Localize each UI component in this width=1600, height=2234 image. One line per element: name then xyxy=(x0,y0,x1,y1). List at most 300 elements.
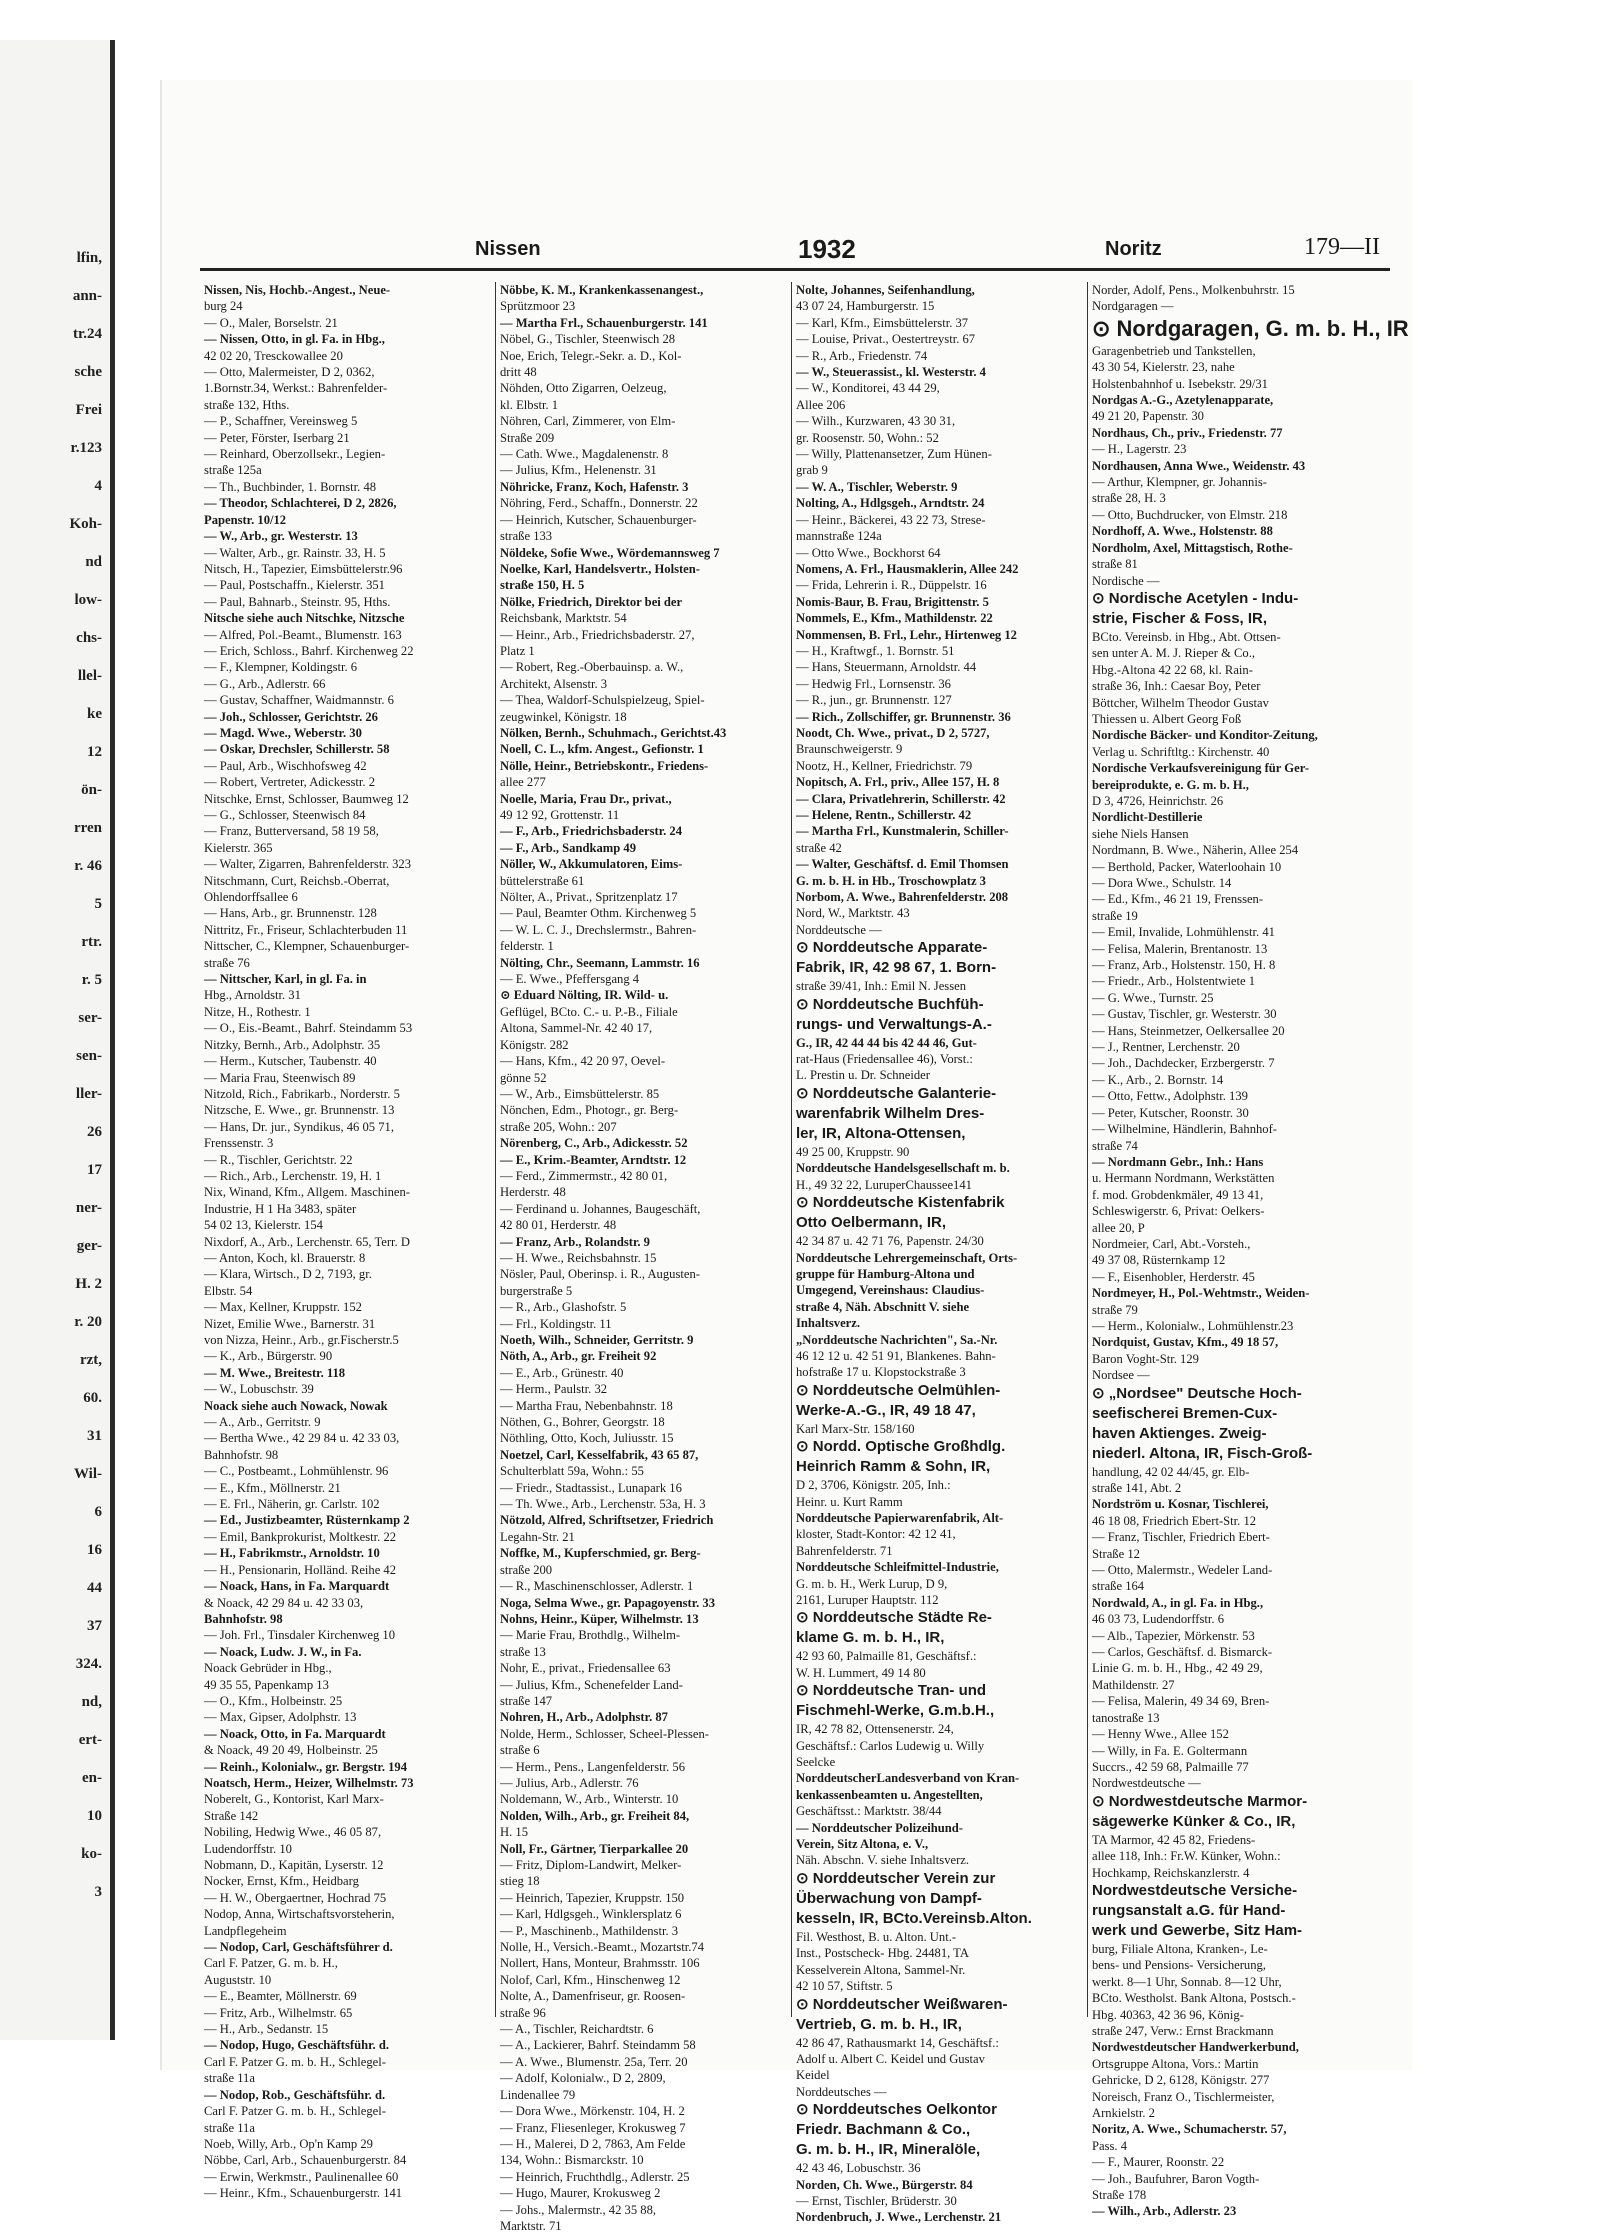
directory-entry: straße 96 xyxy=(500,2005,546,2020)
directory-entry: — G., Arb., Adlerstr. 66 xyxy=(204,676,326,691)
directory-entry: — W., Arb., gr. Westerstr. 13 xyxy=(204,529,358,544)
directory-entry: grab 9 xyxy=(796,463,828,478)
directory-entry: Nölting, Chr., Seemann, Lammstr. 16 xyxy=(500,955,700,970)
directory-entry: — Marie Frau, Brothdlg., Wilhelm- xyxy=(500,1628,681,1643)
directory-entry: Karl Marx-Str. 158/160 xyxy=(796,1421,915,1436)
directory-entry: Umgegend, Vereinshaus: Claudius- xyxy=(796,1283,985,1298)
previous-page-fragment: H. 2 xyxy=(75,1276,102,1292)
directory-entry: — E., Arb., Grünestr. 40 xyxy=(500,1365,624,1380)
directory-entry: BCto. Vereinsb. in Hbg., Abt. Ottsen- xyxy=(1092,629,1281,644)
directory-entry: Linie G. m. b. H., Hbg., 42 49 29, xyxy=(1092,1661,1263,1676)
directory-entry: Nordmeyer, H., Pol.-Wehtmstr., Weiden- xyxy=(1092,1286,1310,1301)
directory-entry: gruppe für Hamburg-Altona und xyxy=(796,1266,975,1281)
directory-entry: Altona, Sammel-Nr. 42 40 17, xyxy=(500,1021,653,1036)
directory-entry: straße 141, Abt. 2 xyxy=(1092,1481,1182,1495)
directory-entry: — Gustav, Schaffner, Waidmannstr. 6 xyxy=(204,693,394,708)
directory-entry: Noeb, Willy, Arb., Op'n Kamp 29 xyxy=(204,2136,373,2151)
directory-entry: Nöhricke, Franz, Koch, Hafenstr. 3 xyxy=(500,479,689,494)
directory-entry: G. m. b. H., Werk Lurup, D 9, xyxy=(796,1576,948,1591)
directory-entry: Fischmehl-Werke, G.m.b.H., xyxy=(796,1702,995,1720)
previous-page-fragment: ner- xyxy=(75,1200,102,1216)
directory-entry: Norddeutsches — xyxy=(796,2084,887,2099)
directory-entry: — F., Arb., Sandkamp 49 xyxy=(500,840,637,855)
directory-entry: — Franz, Arb., Holstenstr. 150, H. 8 xyxy=(1092,958,1276,973)
directory-entry: straße 147 xyxy=(500,1693,553,1708)
directory-entry: ⊙ Norddeutsches Oelkontor xyxy=(796,2101,997,2119)
directory-entry: — Thea, Waldorf-Schulspielzeug, Spiel- xyxy=(500,693,705,708)
directory-entry: — Nittscher, Karl, in gl. Fa. in xyxy=(204,972,367,987)
directory-entry: werkt. 8—1 Uhr, Sonnab. 8—12 Uhr, xyxy=(1092,1974,1282,1989)
directory-entry: — E., Beamter, Möllnerstr. 69 xyxy=(204,1989,357,2004)
directory-entry: 49 35 55, Papenkamp 13 xyxy=(204,1677,329,1692)
directory-entry: — E. Frl., Näherin, gr. Carlstr. 102 xyxy=(204,1497,380,1512)
directory-entry: — Noack, Hans, in Fa. Marquardt xyxy=(204,1579,390,1594)
directory-entry: straße 150, H. 5 xyxy=(500,578,585,593)
directory-entry: — Adolf, Kolonialw., D 2, 2809, xyxy=(500,2071,666,2086)
directory-entry: — Carlos, Geschäftsf. d. Bismarck- xyxy=(1092,1645,1273,1660)
directory-entry: Pass. 4 xyxy=(1092,2138,1127,2153)
directory-entry: Straße 142 xyxy=(204,1808,259,1823)
previous-page-fragment: ller- xyxy=(75,1086,102,1102)
directory-entry: — Frl., Koldingstr. 11 xyxy=(500,1316,612,1331)
directory-entry: Succrs., 42 59 68, Palmaille 77 xyxy=(1092,1759,1249,1774)
directory-entry: — Paul, Arb., Wischhofsweg 42 xyxy=(204,758,367,773)
directory-entry: — Nodop, Carl, Geschäftsführer d. xyxy=(204,1940,393,1955)
directory-entry: burg 24 xyxy=(204,299,243,314)
directory-entry: von Nizza, Heinr., Arb., gr.Fischerstr.5 xyxy=(204,1333,399,1347)
directory-entry: rungsanstalt a.G. für Hand- xyxy=(1092,1901,1286,1919)
directory-entry: — Joh., Schlosser, Gerichtstr. 26 xyxy=(204,709,378,724)
directory-entry: Nordmeier, Carl, Abt.-Vorsteh., xyxy=(1092,1236,1251,1251)
directory-entry: 49 25 00, Kruppstr. 90 xyxy=(796,1144,910,1159)
directory-entry: Noelle, Maria, Frau Dr., privat., xyxy=(500,791,672,806)
directory-entry: Nittritz, Fr., Friseur, Schlachterbuden 11 xyxy=(204,922,408,937)
directory-entry: — Ed., Kfm., 46 21 19, Frenssen- xyxy=(1092,892,1264,907)
directory-entry: Otto Oelbermann, IR, xyxy=(796,1214,947,1232)
previous-page-fragment: rtr. xyxy=(81,934,102,950)
directory-entry: — Nordmann Gebr., Inh.: Hans xyxy=(1092,1154,1264,1169)
directory-entry: Architekt, Alsenstr. 3 xyxy=(500,676,608,691)
directory-entry: niederl. Altona, IR, Fisch-Groß- xyxy=(1092,1444,1313,1462)
previous-page-fragment: 4 xyxy=(94,478,102,494)
directory-entry: Heinrich Ramm & Sohn, IR, xyxy=(796,1458,991,1476)
directory-entry: — Martha Frl., Kunstmalerin, Schiller- xyxy=(796,824,1009,839)
directory-entry: Inst., Postscheck- Hbg. 24481, TA xyxy=(796,1946,969,1961)
previous-page-fragment: r. 46 xyxy=(74,858,102,874)
directory-entry: — Walter, Zigarren, Bahrenfelderstr. 323 xyxy=(204,857,412,872)
directory-entry: Ludendorffstr. 10 xyxy=(204,1841,292,1856)
previous-page-fragment: ann- xyxy=(72,288,102,304)
directory-entry: — Heinrich, Tapezier, Kruppstr. 150 xyxy=(500,1890,685,1905)
directory-entry: felderstr. 1 xyxy=(500,939,554,954)
directory-entry: Nobmann, D., Kapitän, Lyserstr. 12 xyxy=(204,1858,384,1872)
directory-entry: — C., Postbeamt., Lohmühlenstr. 96 xyxy=(204,1464,389,1479)
directory-entry: — Willy, in Fa. E. Goltermann xyxy=(1092,1743,1248,1758)
directory-entry: Norbom, A. Wwe., Bahrenfelderstr. 208 xyxy=(796,890,1009,905)
directory-entry: Schulterblatt 59a, Wohn.: 55 xyxy=(500,1464,644,1479)
column-2 xyxy=(496,282,792,2233)
directory-entry: Norddeutsche Papierwarenfabrik, Alt- xyxy=(796,1510,1004,1525)
directory-entry: — Norddeutscher Polizeihund- xyxy=(796,1820,963,1835)
directory-entry: — J., Rentner, Lerchenstr. 20 xyxy=(1092,1040,1240,1055)
directory-entry: — Noack, Ludw. J. W., in Fa. xyxy=(204,1644,362,1659)
directory-entry: 42 86 47, Rathausmarkt 14, Geschäftsf.: xyxy=(796,2035,999,2050)
directory-entry: Nöthling, Otto, Koch, Juliusstr. 15 xyxy=(500,1431,674,1446)
directory-entry: strie, Fischer & Foss, IR, xyxy=(1092,609,1268,627)
directory-entry: Carl F. Patzer, G. m. b. H., xyxy=(204,1956,338,1971)
directory-entry: bens- und Pensions- Versicherung, xyxy=(1092,1958,1266,1973)
directory-entry: straße 133 xyxy=(500,529,553,544)
directory-entry: ⊙ Nordische Acetylen - Indu- xyxy=(1092,589,1299,607)
directory-entry: Adolf u. Albert C. Keidel und Gustav xyxy=(796,2051,985,2066)
directory-entry: 134, Wohn.: Bismarckstr. 10 xyxy=(500,2153,644,2168)
directory-entry: — Berthold, Packer, Waterloohain 10 xyxy=(1092,859,1282,874)
directory-entry: — F., Maurer, Roonstr. 22 xyxy=(1092,2155,1225,2170)
directory-entry: Nordische — xyxy=(1092,573,1160,588)
directory-entry: — Herm., Paulstr. 32 xyxy=(500,1382,608,1397)
directory-entry: straße 36, Inh.: Caesar Boy, Peter xyxy=(1092,679,1261,694)
directory-entry: & Noack, 49 20 49, Holbeinstr. 25 xyxy=(204,1743,378,1758)
directory-entry: — Anton, Koch, kl. Brauerstr. 8 xyxy=(204,1250,366,1265)
directory-entry: — Karl, Kfm., Eimsbüttelerstr. 37 xyxy=(796,315,969,330)
directory-entry: Nommensen, B. Frl., Lehr., Hirtenweg 12 xyxy=(796,627,1017,642)
directory-entry: Reichsbank, Marktstr. 54 xyxy=(500,611,627,626)
directory-entry: Norddeutsche Schleifmittel-Industrie, xyxy=(796,1560,999,1575)
directory-entry: — Hans, Steuermann, Arnoldstr. 44 xyxy=(796,660,977,675)
directory-entry: Nolting, A., Hdlgsgeh., Arndtstr. 24 xyxy=(796,496,985,511)
directory-entry: — Th., Buchbinder, 1. Bornstr. 48 xyxy=(204,479,377,494)
directory-entry: — R., Arb., Friedenstr. 74 xyxy=(796,348,928,363)
directory-entry: ⊙ „Nordsee" Deutsche Hoch- xyxy=(1092,1384,1302,1402)
directory-entry: Nomens, A. Frl., Hausmaklerin, Allee 242 xyxy=(796,561,1019,576)
directory-entry: Keidel xyxy=(796,2068,830,2083)
directory-entry: — H., Fabrikmstr., Arnoldstr. 10 xyxy=(204,1546,380,1561)
directory-entry: Kesselverein Altona, Sammel-Nr. xyxy=(796,1962,966,1977)
previous-page-fragment: nd xyxy=(85,554,102,570)
directory-entry: Nizet, Emilie Wwe., Barnerstr. 31 xyxy=(204,1316,376,1331)
directory-entry: u. Hermann Nordmann, Werkstätten xyxy=(1092,1171,1275,1186)
directory-entry: H. 15 xyxy=(500,1825,528,1840)
directory-entry: burg, Filiale Altona, Kranken-, Le- xyxy=(1092,1941,1268,1956)
directory-entry: — E., Kfm., Möllnerstr. 21 xyxy=(204,1480,341,1495)
directory-entry: 46 18 08, Friedrich Ebert-Str. 12 xyxy=(1092,1513,1257,1528)
directory-entry: Nommels, E., Kfm., Mathildenstr. 22 xyxy=(796,611,993,626)
directory-entry: — W., Konditorei, 43 44 29, xyxy=(796,381,940,396)
directory-entry: hofstraße 17 u. Klopstockstraße 3 xyxy=(796,1365,966,1380)
previous-page-fragment: ert- xyxy=(78,1732,102,1748)
directory-entry: Nordische Bäcker- und Konditor-Zeitung, xyxy=(1092,728,1318,743)
header-year: 1932 xyxy=(798,234,856,264)
directory-entry: Nitzky, Bernh., Arb., Adolphstr. 35 xyxy=(204,1037,381,1052)
directory-entry: — Hans, Arb., gr. Brunnenstr. 128 xyxy=(204,906,377,921)
directory-entry: — H., Lagerstr. 23 xyxy=(1092,442,1187,457)
directory-entry: Nölle, Heinr., Betriebskontr., Friedens- xyxy=(500,758,709,773)
directory-entry: f. mod. Grobdenkmäler, 49 13 41, xyxy=(1092,1187,1264,1202)
directory-entry: Noatsch, Herm., Heizer, Wilhelmstr. 73 xyxy=(204,1775,414,1790)
directory-entry: — Julius, Arb., Adlerstr. 76 xyxy=(500,1775,639,1790)
directory-entry: — Frida, Lehrerin i. R., Düppelstr. 16 xyxy=(796,578,987,593)
directory-entry: Nordlicht-Destillerie xyxy=(1092,810,1203,825)
directory-entry: ⊙ Norddeutsche Apparate- xyxy=(796,939,988,957)
directory-entry: straße 11a xyxy=(204,2071,255,2086)
directory-entry: — Theodor, Schlachterei, D 2, 2826, xyxy=(204,496,397,511)
directory-entry: sen unter A. M. J. Rieper & Co., xyxy=(1092,646,1256,661)
directory-entry: — Johs., Malermstr., 42 35 88, xyxy=(500,2202,657,2217)
directory-entry: — W. L. C. J., Drechslermstr., Bahren- xyxy=(500,922,697,937)
previous-page-fragment: ke xyxy=(87,706,102,722)
directory-entry: Lindenallee 79 xyxy=(500,2087,576,2102)
directory-entry: werk und Gewerbe, Sitz Ham- xyxy=(1092,1921,1303,1939)
directory-entry: Norddeutsche — xyxy=(796,922,882,937)
previous-page-fragment: 44 xyxy=(87,1580,102,1596)
directory-entry: Norddeutsche Lehrergemeinschaft, Orts- xyxy=(796,1250,1018,1265)
directory-entry: Legahn-Str. 21 xyxy=(500,1529,575,1544)
directory-entry: Nöthen, G., Bohrer, Georgstr. 18 xyxy=(500,1415,665,1430)
directory-entry: — Heinrich, Fruchthdlg., Adlerstr. 25 xyxy=(500,2169,690,2184)
directory-entry: — A., Lackierer, Bahrf. Steindamm 58 xyxy=(500,2038,696,2053)
directory-entry: — Peter, Kutscher, Roonstr. 30 xyxy=(1092,1105,1249,1120)
directory-entry: Nordenbruch, J. Wwe., Lerchenstr. 21 xyxy=(796,2210,1002,2225)
directory-entry: — H., Malerei, D 2, 7863, Am Felde xyxy=(500,2136,686,2151)
directory-entry: — Ferdinand u. Johannes, Baugeschäft, xyxy=(500,1201,701,1216)
directory-entry: Nönchen, Edm., Photogr., gr. Berg- xyxy=(500,1103,679,1118)
directory-entry: rungs- und Verwaltungs-A.- xyxy=(796,1015,992,1033)
directory-entry: Bahnhofstr. 98 xyxy=(204,1447,279,1462)
directory-entry: G. m. b. H., IR, Mineralöle, xyxy=(796,2141,981,2159)
directory-entry: allee 20, P xyxy=(1092,1220,1145,1235)
directory-entry: — Herm., Kutscher, Taubenstr. 40 xyxy=(204,1054,377,1069)
directory-entry: Noga, Selma Wwe., gr. Papagoyenstr. 33 xyxy=(500,1595,716,1610)
directory-entry: — A., Arb., Gerritstr. 9 xyxy=(204,1415,321,1430)
directory-entry: Allee 206 xyxy=(796,397,846,412)
directory-entry: — E., Krim.-Beamter, Arndtstr. 12 xyxy=(500,1152,687,1167)
directory-entry: Heinr. u. Kurt Ramm xyxy=(796,1494,903,1509)
directory-entry: Geschäftsf.: Carlos Ludewig u. Willy xyxy=(796,1738,985,1753)
previous-page-fragment: Frei xyxy=(75,402,102,418)
directory-entry: — H. W., Obergaertner, Hochrad 75 xyxy=(204,1890,387,1905)
directory-entry: straße 125a xyxy=(204,463,262,478)
directory-entry: Nittscher, C., Klempner, Schauenburger- xyxy=(204,939,410,954)
directory-entry: Noack Gebrüder in Hbg., xyxy=(204,1661,332,1676)
directory-entry: Braunschweigerstr. 9 xyxy=(796,742,903,757)
directory-entry: Nohns, Heinr., Küper, Wilhelmstr. 13 xyxy=(500,1611,699,1626)
previous-page-fragment: 3 xyxy=(94,1884,102,1900)
directory-entry: straße 247, Verw.: Ernst Brackmann xyxy=(1092,2023,1274,2038)
directory-entry: Nordwestdeutsche Versiche- xyxy=(1092,1881,1298,1899)
directory-entry: — Joh., Dachdecker, Erzbergerstr. 7 xyxy=(1092,1056,1275,1071)
header-first-entry: Nissen xyxy=(475,238,541,260)
directory-entry: Industrie, H 1 Ha 3483, später xyxy=(204,1201,357,1216)
directory-entry: allee 277 xyxy=(500,775,546,790)
directory-entry: — F., Eisenhobler, Herderstr. 45 xyxy=(1092,1269,1255,1284)
directory-entry: — W. A., Tischler, Weberstr. 9 xyxy=(796,479,958,494)
directory-entry: — Fritz, Diplom-Landwirt, Melker- xyxy=(500,1858,682,1872)
directory-entry: — Heinr., Arb., Friedrichsbaderstr. 27, xyxy=(500,627,695,642)
directory-entry: Nollert, Hans, Monteur, Brahmsstr. 106 xyxy=(500,1956,700,1971)
directory-entry: ⊙ Norddeutscher Verein zur xyxy=(796,1869,996,1887)
page-number: 179—II xyxy=(1304,234,1380,260)
directory-entry: — Heinrich, Kutscher, Schauenburger- xyxy=(500,512,697,527)
directory-entry: Nordquist, Gustav, Kfm., 49 18 57, xyxy=(1092,1335,1279,1350)
directory-entry: Nordwestdeutscher Handwerkerbund, xyxy=(1092,2040,1299,2055)
previous-page-fragment: 5 xyxy=(94,896,102,912)
previous-page-fragment: 31 xyxy=(87,1428,102,1444)
previous-page-fragment: sen- xyxy=(76,1048,102,1064)
previous-page-fragment: ser- xyxy=(78,1010,102,1026)
directory-entry: Nölke, Friedrich, Direktor bei der xyxy=(500,594,683,609)
directory-entry: — Reinh., Kolonialw., gr. Bergstr. 194 xyxy=(204,1759,408,1774)
previous-page-fragment: nd, xyxy=(81,1694,102,1710)
directory-entry: — Fritz, Arb., Wilhelmstr. 65 xyxy=(204,2005,353,2020)
directory-entry: — Alfred, Pol.-Beamt., Blumenstr. 163 xyxy=(204,627,402,642)
directory-entry: — A. Wwe., Blumenstr. 25a, Terr. 20 xyxy=(500,2054,688,2069)
directory-entry: — Walter, Arb., gr. Rainstr. 33, H. 5 xyxy=(204,545,386,560)
directory-entry: — R., Maschinenschlosser, Adlerstr. 1 xyxy=(500,1579,694,1594)
directory-entry: — Ferd., Zimmermstr., 42 80 01, xyxy=(500,1168,668,1183)
directory-entry: Noritz, A. Wwe., Schumacherstr. 57, xyxy=(1092,2122,1287,2137)
directory-entry: — Erich, Schloss., Bahrf. Kirchenweg 22 xyxy=(204,643,414,658)
column-1 xyxy=(200,282,496,2201)
directory-entry: Straße 209 xyxy=(500,430,555,445)
directory-entry: — Erwin, Werkmstr., Paulinenallee 60 xyxy=(204,2169,399,2184)
directory-entry: 46 03 73, Ludendorffstr. 6 xyxy=(1092,1612,1224,1627)
directory-entry: — Martha Frau, Nebenbahnstr. 18 xyxy=(500,1398,673,1413)
directory-entry: Nocker, Ernst, Kfm., Heidbarg xyxy=(204,1874,359,1889)
directory-entry: D 2, 3706, Königstr. 205, Inh.: xyxy=(796,1478,951,1493)
directory-entry: — Heinr., Bäckerei, 43 22 73, Strese- xyxy=(796,512,986,527)
directory-entry: straße 19 xyxy=(1092,908,1138,923)
directory-entry: Nitzold, Rich., Fabrikarb., Norderstr. 5 xyxy=(204,1086,400,1101)
directory-entry: Nitschmann, Curt, Reichsb.-Oberrat, xyxy=(204,873,390,888)
directory-entry: — Herm., Pens., Langenfelderstr. 56 xyxy=(500,1759,686,1774)
directory-entry: — Max, Gipser, Adolphstr. 13 xyxy=(204,1710,357,1725)
directory-entry: Frenssenstr. 3 xyxy=(204,1136,274,1151)
directory-entry: — Franz, Tischler, Friedrich Ebert- xyxy=(1092,1530,1270,1545)
directory-entry: Nöbbe, K. M., Krankenkassenangest., xyxy=(500,283,704,297)
directory-entry: siehe Niels Hansen xyxy=(1092,826,1189,841)
directory-entry: kloster, Stadt-Kontor: 42 12 41, xyxy=(796,1527,956,1542)
directory-entry: Nörenberg, C., Arb., Adickesstr. 52 xyxy=(500,1136,688,1151)
directory-entry: — Emil, Invalide, Lohmühlenstr. 41 xyxy=(1092,925,1275,940)
directory-entry: — Franz, Butterversand, 58 19 58, xyxy=(204,824,379,839)
directory-entry: G. m. b. H. in Hb., Troschowplatz 3 xyxy=(796,873,986,888)
directory-entry: Nitzsche, E. Wwe., gr. Brunnenstr. 13 xyxy=(204,1103,395,1118)
directory-entry: 46 12 12 u. 42 51 91, Blankenes. Bahn- xyxy=(796,1348,996,1363)
directory-entry: — G., Schlosser, Steenwisch 84 xyxy=(204,808,366,822)
directory-entry: IR, 42 78 82, Ottensenerstr. 24, xyxy=(796,1722,954,1737)
directory-entry: Nitsch, H., Tapezier, Eimsbüttelerstr.96 xyxy=(204,561,403,576)
previous-page-fragment: chs- xyxy=(76,630,102,646)
directory-entry: — Noack, Otto, in Fa. Marquardt xyxy=(204,1726,386,1741)
directory-entry: Nordmann, B. Wwe., Näherin, Allee 254 xyxy=(1092,843,1299,858)
directory-entry: — Franz, Fliesenleger, Krokusweg 7 xyxy=(500,2120,686,2135)
directory-entry: — Reinhard, Oberzollsekr., Legien- xyxy=(204,447,386,462)
directory-entry: BCto. Westholst. Bank Altona, Postsch.- xyxy=(1092,1991,1296,2006)
previous-page-fragment: sche xyxy=(74,364,102,380)
directory-entry: Königstr. 282 xyxy=(500,1037,569,1052)
previous-page-fragment: 16 xyxy=(87,1542,102,1558)
directory-entry: — H. Wwe., Reichsbahnstr. 15 xyxy=(500,1250,657,1265)
directory-entry: — Willy, Plattenansetzer, Zum Hünen- xyxy=(796,447,992,462)
directory-entry: handlung, 42 02 44/45, gr. Elb- xyxy=(1092,1464,1250,1479)
directory-entry: Nöhden, Otto Zigarren, Oelzeug, xyxy=(500,381,667,396)
directory-entry: Sprützmoor 23 xyxy=(500,299,576,314)
previous-page-fragment: 6 xyxy=(94,1504,102,1520)
directory-entry: — Max, Kellner, Kruppstr. 152 xyxy=(204,1300,362,1315)
directory-entry: Straße 178 xyxy=(1092,2188,1147,2203)
directory-entry: Straße 12 xyxy=(1092,1546,1140,1561)
directory-entry: straße 74 xyxy=(1092,1138,1138,1153)
directory-entry: — Helene, Rentn., Schillerstr. 42 xyxy=(796,808,972,822)
directory-entry: sägewerke Künker & Co., IR, xyxy=(1092,1812,1296,1830)
directory-entry: — Joh., Baufuhrer, Baron Vogth- xyxy=(1092,2171,1260,2186)
directory-entry: — O., Maler, Borselstr. 21 xyxy=(204,315,338,330)
directory-entry: Geschäftsst.: Marktstr. 38/44 xyxy=(796,1804,942,1819)
directory-entry: Norder, Adolf, Pens., Molkenbuhrstr. 15 xyxy=(1092,283,1295,297)
directory-entry: — Maria Frau, Steenwisch 89 xyxy=(204,1070,356,1085)
directory-entry: Platz 1 xyxy=(500,643,535,658)
directory-entry: — Arthur, Klempner, gr. Johannis- xyxy=(1092,475,1267,490)
directory-entry: ler, IR, Altona-Ottensen, xyxy=(796,1124,966,1142)
directory-entry: Böttcher, Wilhelm Theodor Gustav xyxy=(1092,695,1269,710)
directory-entry: Nordhoff, A. Wwe., Holstenstr. 88 xyxy=(1092,524,1273,539)
directory-entry: seefischerei Bremen-Cux- xyxy=(1092,1404,1278,1422)
directory-entry: 49 21 20, Papenstr. 30 xyxy=(1092,409,1204,424)
directory-entry: Nösler, Paul, Oberinsp. i. R., Augusten- xyxy=(500,1267,700,1282)
directory-entry: Ortsgruppe Altona, Vors.: Martin xyxy=(1092,2056,1259,2071)
directory-entry: Nitsche siehe auch Nitschke, Nitzsche xyxy=(204,611,405,626)
directory-entry: — Otto, Malermeister, D 2, 0362, xyxy=(204,365,375,380)
previous-page-fragment: r. 20 xyxy=(74,1314,102,1330)
directory-entry: — Oskar, Drechsler, Schillerstr. 58 xyxy=(204,742,390,757)
directory-entry: Nordhausen, Anna Wwe., Weidenstr. 43 xyxy=(1092,458,1306,473)
directory-entry: 42 10 57, Stiftstr. 5 xyxy=(796,1979,893,1994)
column-3 xyxy=(792,282,1088,2225)
directory-entry: — Dora Wwe., Schulstr. 14 xyxy=(1092,876,1232,890)
directory-entry: Mathildenstr. 27 xyxy=(1092,1677,1175,1692)
directory-entry: Noell, C. L., kfm. Angest., Gefionstr. 1 xyxy=(500,742,704,757)
column-4 xyxy=(1088,282,1409,2219)
directory-entry: — Nissen, Otto, in gl. Fa. in Hbg., xyxy=(204,332,385,347)
directory-entry: — Nodop, Rob., Geschäftsführ. d. xyxy=(204,2087,386,2102)
directory-entry: — Henny Wwe., Allee 152 xyxy=(1092,1727,1229,1742)
directory-entry: Noeth, Wilh., Schneider, Gerritstr. 9 xyxy=(500,1333,694,1347)
directory-entry: — M. Wwe., Breitestr. 118 xyxy=(204,1365,346,1380)
directory-entry: Nordström u. Kosnar, Tischlerei, xyxy=(1092,1497,1269,1512)
directory-entry: mannstraße 124a xyxy=(796,529,882,544)
directory-entry: Noldemann, W., Arb., Winterstr. 10 xyxy=(500,1792,679,1807)
directory-entry: allee 118, Inh.: Fr.W. Künker, Wohn.: xyxy=(1092,1849,1281,1864)
directory-entry: 42 93 60, Palmaille 81, Geschäftsf.: xyxy=(796,1649,977,1664)
directory-entry: — Robert, Reg.-Oberbauinsp. a. W., xyxy=(500,660,684,675)
directory-entry: — Karl, Hdlgsgeh., Winklersplatz 6 xyxy=(500,1907,682,1922)
previous-page-fragment: tr.24 xyxy=(72,326,102,342)
directory-entry: NorddeutscherLandesverband von Kran- xyxy=(796,1771,1020,1786)
directory-entry: Noodt, Ch. Wwe., privat., D 2, 5727, xyxy=(796,725,990,740)
directory-entry: Landpflegeheim xyxy=(204,1923,287,1938)
directory-entry: Nolden, Wilh., Arb., gr. Freiheit 84, xyxy=(500,1808,690,1823)
directory-entry: — O., Kfm., Holbeinstr. 25 xyxy=(204,1693,343,1708)
directory-entry: — Walter, Geschäftsf. d. Emil Thomsen xyxy=(796,857,1009,872)
directory-entry: — Heinr., Kfm., Schauenburgerstr. 141 xyxy=(204,2186,403,2201)
directory-entry: — H., Arb., Sedanstr. 15 xyxy=(204,2022,329,2037)
directory-entry: ⊙ Nordd. Optische Großhdlg. xyxy=(796,1438,1006,1456)
directory-entry: Nodop, Anna, Wirtschaftsvorsteherin, xyxy=(204,1907,395,1922)
directory-entry: straße 205, Wohn.: 207 xyxy=(500,1119,617,1134)
directory-entry: Nord, W., Marktstr. 43 xyxy=(796,906,910,921)
directory-entry: ⊙ Norddeutsche Oelmühlen- xyxy=(796,1381,1001,1399)
directory-entry: Nohr, E., privat., Friedensallee 63 xyxy=(500,1661,671,1676)
